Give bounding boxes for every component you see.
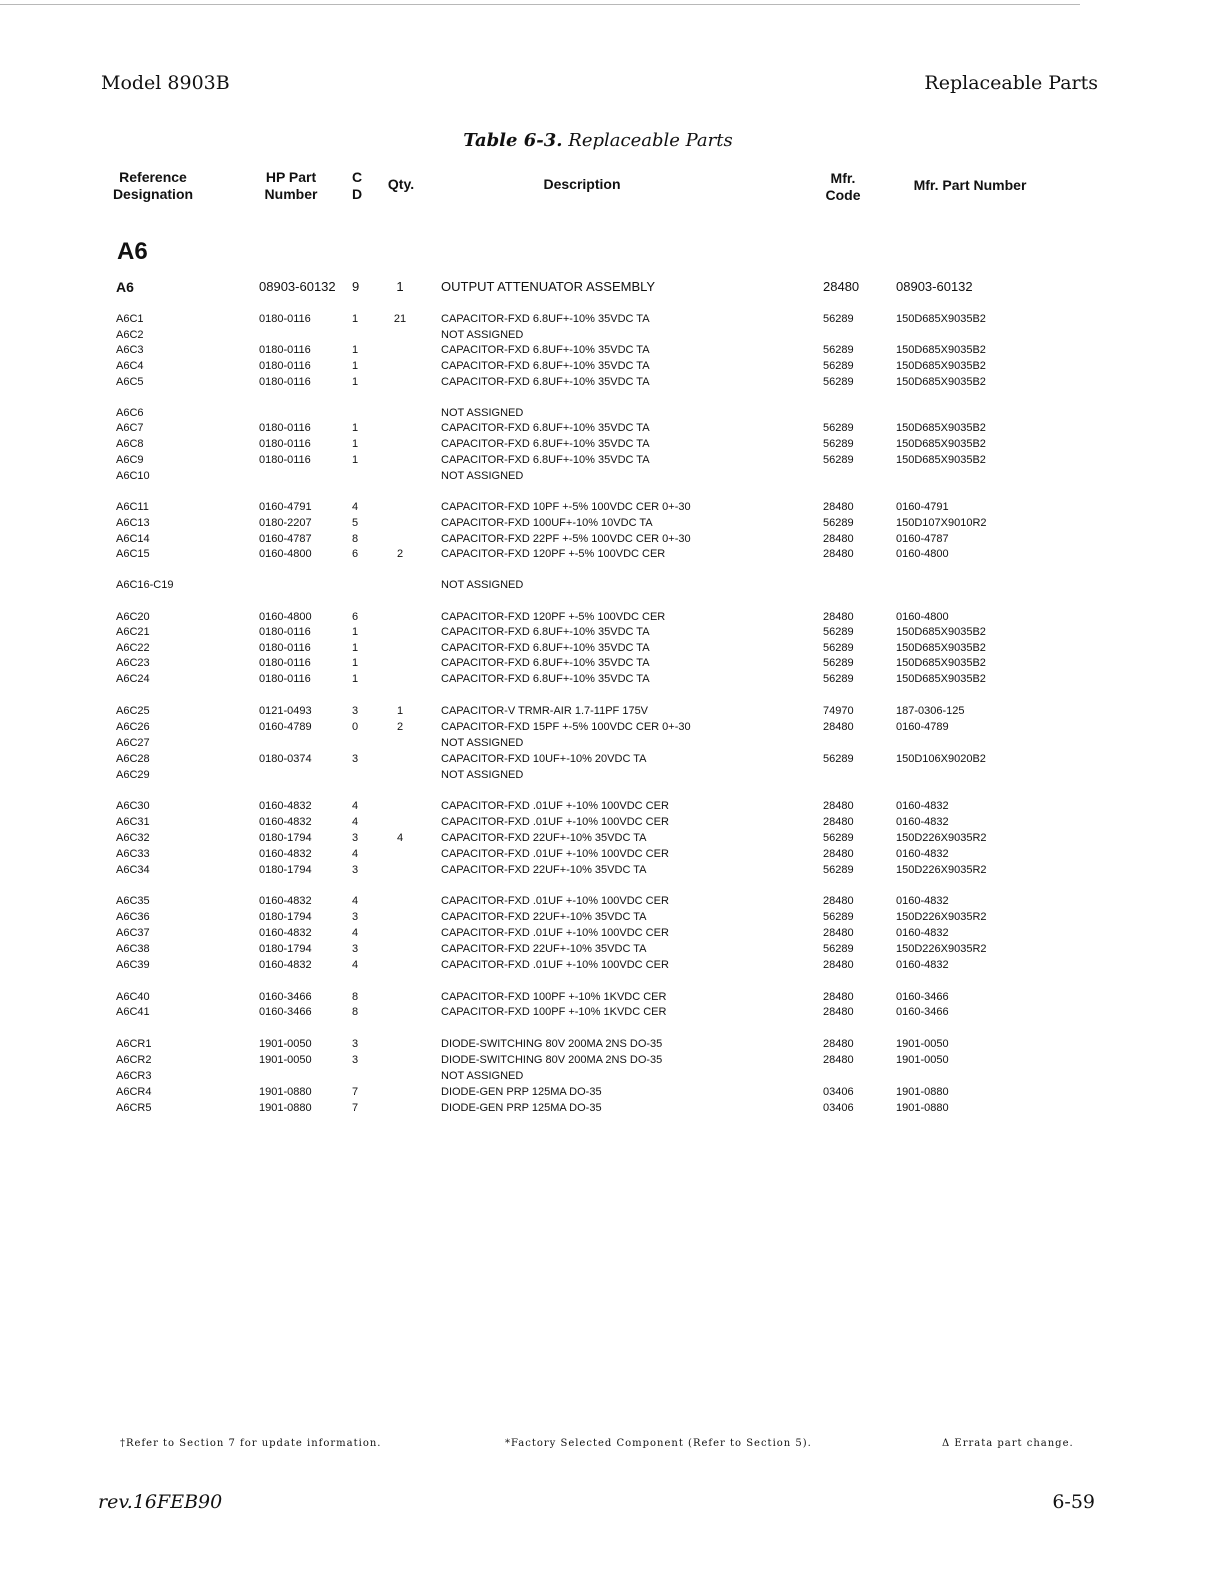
ref-designation: A6C3 — [116, 344, 144, 356]
table-row — [0, 862, 1229, 878]
mfr-part-number: 150D685X9035B2 — [896, 626, 986, 638]
ref-designation: A6C9 — [116, 454, 144, 466]
table-row — [0, 374, 1229, 390]
description: CAPACITOR-FXD 22UF+-10% 35VDC TA — [441, 864, 647, 876]
mfr-code: 28480 — [823, 848, 854, 860]
mfr-code: 56289 — [823, 517, 854, 529]
cd-value: 1 — [352, 657, 359, 669]
ref-designation: A6C26 — [116, 721, 150, 733]
cd-value: 3 — [352, 753, 359, 765]
mfr-code: 56289 — [823, 832, 854, 844]
mfr-part-number: 150D226X9035R2 — [896, 832, 987, 844]
ref-designation: A6C32 — [116, 832, 150, 844]
section-label: A6 — [117, 238, 148, 265]
hp-part-number: 0160-4832 — [259, 959, 312, 971]
description: CAPACITOR-FXD 15PF +-5% 100VDC CER 0+-30 — [441, 721, 691, 733]
mfr-code: 56289 — [823, 673, 854, 685]
description: CAPACITOR-FXD 22PF +-5% 100VDC CER 0+-30 — [441, 533, 691, 545]
ref-designation: A6C8 — [116, 438, 144, 450]
mfr-part-number: 150D226X9035R2 — [896, 911, 987, 923]
table-row — [0, 830, 1229, 846]
table-row — [0, 546, 1229, 562]
ref-designation: A6C2 — [116, 329, 144, 341]
cd-value: 8 — [352, 991, 359, 1003]
description: CAPACITOR-FXD 6.8UF+-10% 35VDC TA — [441, 360, 650, 372]
ref-designation: A6C30 — [116, 800, 150, 812]
description: CAPACITOR-FXD 22UF+-10% 35VDC TA — [441, 943, 647, 955]
mfr-code: 03406 — [823, 1086, 854, 1098]
table-row — [0, 814, 1229, 830]
table-row — [0, 420, 1229, 436]
mfr-part-number: 150D685X9035B2 — [896, 673, 986, 685]
description: CAPACITOR-V TRMR-AIR 1.7-11PF 175V — [441, 705, 649, 717]
hp-part-number: 0160-4832 — [259, 895, 312, 907]
table-row — [0, 767, 1229, 783]
table-row — [0, 358, 1229, 374]
mfr-code: 74970 — [823, 705, 854, 717]
table-row — [0, 327, 1229, 343]
mfr-part-number: 150D685X9035B2 — [896, 657, 986, 669]
table-row — [0, 342, 1229, 358]
mfr-code: 28480 — [823, 800, 854, 812]
mfr-code: 28480 — [823, 1054, 854, 1066]
cd-value: 8 — [352, 533, 359, 545]
table-row — [0, 909, 1229, 925]
cd-value: 4 — [352, 895, 359, 907]
hp-part-number: 0180-0116 — [259, 626, 311, 638]
mfr-code: 28480 — [823, 279, 860, 294]
table-row — [0, 515, 1229, 531]
mfr-part-number: 0160-4832 — [896, 816, 949, 828]
table-row — [0, 1004, 1229, 1020]
footnote-factory-selected: *Factory Selected Component (Refer to Section 5). — [505, 1438, 812, 1449]
description: DIODE-SWITCHING 80V 200MA 2NS DO-35 — [441, 1054, 663, 1066]
mfr-part-number: 0160-4832 — [896, 800, 949, 812]
cd-value: 1 — [352, 438, 359, 450]
table-row — [0, 1100, 1229, 1116]
ref-designation: A6C34 — [116, 864, 150, 876]
description: CAPACITOR-FXD 6.8UF+-10% 35VDC TA — [441, 313, 650, 325]
hp-part-number: 0160-4800 — [259, 548, 312, 560]
ref-designation: A6CR2 — [116, 1054, 152, 1066]
ref-designation: A6C36 — [116, 911, 150, 923]
mfr-code: 28480 — [823, 533, 854, 545]
table-row — [0, 719, 1229, 735]
ref-designation: A6C39 — [116, 959, 150, 971]
page-number: 6-59 — [1052, 1491, 1095, 1513]
ref-designation: A6CR5 — [116, 1102, 152, 1114]
cd-value: 7 — [352, 1086, 359, 1098]
hp-part-number: 0180-1794 — [259, 864, 312, 876]
cd-value: 7 — [352, 1102, 359, 1114]
hp-part-number: 0180-1794 — [259, 911, 312, 923]
hp-part-number: 0180-0116 — [259, 344, 311, 356]
table-row — [0, 531, 1229, 547]
hp-part-number: 0180-0116 — [259, 642, 311, 654]
description: CAPACITOR-FXD 6.8UF+-10% 35VDC TA — [441, 673, 650, 685]
table-row — [0, 846, 1229, 862]
description: CAPACITOR-FXD 6.8UF+-10% 35VDC TA — [441, 454, 650, 466]
description: DIODE-SWITCHING 80V 200MA 2NS DO-35 — [441, 1038, 663, 1050]
hp-part-number: 0180-0116 — [259, 360, 311, 372]
mfr-code: 28480 — [823, 991, 854, 1003]
ref-designation: A6C28 — [116, 753, 150, 765]
mfr-part-number: 0160-4832 — [896, 895, 949, 907]
mfr-part-number: 0160-4800 — [896, 548, 949, 560]
mfr-code: 28480 — [823, 611, 854, 623]
footnote-update: †Refer to Section 7 for update information. — [120, 1438, 382, 1449]
table-name: Replaceable Parts — [568, 130, 733, 151]
description: CAPACITOR-FXD .01UF +-10% 100VDC CER — [441, 848, 669, 860]
hp-part-number: 0180-0116 — [259, 673, 311, 685]
mfr-part-number: 150D107X9010R2 — [896, 517, 987, 529]
cd-value: 3 — [352, 832, 359, 844]
col-reference-designation: Reference Designation — [112, 169, 194, 202]
description: CAPACITOR-FXD 100UF+-10% 10VDC TA — [441, 517, 653, 529]
table-row — [0, 655, 1229, 671]
mfr-part-number: 187-0306-125 — [896, 705, 965, 717]
ref-designation: A6C29 — [116, 769, 150, 781]
hp-part-number: 0180-1794 — [259, 832, 312, 844]
mfr-code: 56289 — [823, 642, 854, 654]
ref-designation: A6C37 — [116, 927, 150, 939]
ref-designation: A6C22 — [116, 642, 150, 654]
mfr-part-number: 1901-0880 — [896, 1102, 949, 1114]
table-number: Table 6-3. — [463, 130, 563, 151]
footnote-errata: Δ Errata part change. — [942, 1438, 1074, 1449]
table-row — [0, 452, 1229, 468]
top-rule — [0, 4, 1080, 5]
mfr-code: 56289 — [823, 943, 854, 955]
hp-part-number: 0180-0116 — [259, 376, 311, 388]
mfr-code: 56289 — [823, 438, 854, 450]
mfr-code: 28480 — [823, 721, 854, 733]
hp-part-number: 0160-4832 — [259, 927, 312, 939]
mfr-code: 28480 — [823, 927, 854, 939]
qty-value: 1 — [396, 279, 404, 294]
ref-designation: A6C38 — [116, 943, 150, 955]
cd-value: 1 — [352, 376, 359, 388]
ref-designation: A6C10 — [116, 470, 150, 482]
hp-part-number: 0180-0116 — [259, 313, 311, 325]
ref-designation: A6C25 — [116, 705, 150, 717]
table-row — [0, 941, 1229, 957]
cd-value: 3 — [352, 864, 359, 876]
mfr-code: 28480 — [823, 895, 854, 907]
description: CAPACITOR-FXD 6.8UF+-10% 35VDC TA — [441, 626, 650, 638]
description: NOT ASSIGNED — [441, 1070, 524, 1082]
table-row — [0, 957, 1229, 973]
cd-value: 4 — [352, 800, 359, 812]
table-row — [0, 925, 1229, 941]
hp-part-number: 0160-4800 — [259, 611, 312, 623]
description: NOT ASSIGNED — [441, 737, 524, 749]
description: CAPACITOR-FXD 6.8UF+-10% 35VDC TA — [441, 344, 650, 356]
mfr-code: 03406 — [823, 1102, 854, 1114]
cd-value: 1 — [352, 626, 359, 638]
mfr-code: 28480 — [823, 959, 854, 971]
mfr-code: 28480 — [823, 1006, 854, 1018]
col-hp-part-number: HP Part Number — [264, 169, 318, 202]
table-row — [0, 1036, 1229, 1052]
mfr-part-number: 0160-3466 — [896, 991, 949, 1003]
mfr-part-number: 150D685X9035B2 — [896, 422, 986, 434]
table-row — [0, 671, 1229, 687]
cd-value: 1 — [352, 673, 359, 685]
mfr-part-number: 150D226X9035R2 — [896, 864, 987, 876]
mfr-part-number: 1901-0880 — [896, 1086, 949, 1098]
ref-designation: A6CR4 — [116, 1086, 152, 1098]
mfr-part-number: 0160-4832 — [896, 959, 949, 971]
table-row — [0, 468, 1229, 484]
ref-designation: A6CR1 — [116, 1038, 152, 1050]
description: CAPACITOR-FXD 22UF+-10% 35VDC TA — [441, 911, 647, 923]
table-row — [0, 499, 1229, 515]
table-row — [0, 577, 1229, 593]
description: CAPACITOR-FXD 6.8UF+-10% 35VDC TA — [441, 438, 650, 450]
table-row — [0, 405, 1229, 421]
mfr-code: 56289 — [823, 360, 854, 372]
ref-designation: A6C31 — [116, 816, 150, 828]
cd-value: 6 — [352, 548, 359, 560]
mfr-code: 28480 — [823, 816, 854, 828]
hp-part-number: 0160-4832 — [259, 800, 312, 812]
table-row — [0, 609, 1229, 625]
table-row — [0, 735, 1229, 751]
description: NOT ASSIGNED — [441, 470, 524, 482]
description: CAPACITOR-FXD 10PF +-5% 100VDC CER 0+-30 — [441, 501, 691, 513]
qty-value: 2 — [396, 548, 404, 560]
description: CAPACITOR-FXD .01UF +-10% 100VDC CER — [441, 895, 669, 907]
table-row — [0, 751, 1229, 767]
mfr-code: 28480 — [823, 548, 854, 560]
description: NOT ASSIGNED — [441, 579, 524, 591]
description: CAPACITOR-FXD 6.8UF+-10% 35VDC TA — [441, 422, 650, 434]
hp-part-number: 08903-60132 — [259, 279, 336, 294]
cd-value: 6 — [352, 611, 359, 623]
mfr-part-number: 0160-4789 — [896, 721, 949, 733]
qty-value: 21 — [393, 313, 407, 325]
description: CAPACITOR-FXD .01UF +-10% 100VDC CER — [441, 816, 669, 828]
mfr-part-number: 0160-4787 — [896, 533, 949, 545]
description: CAPACITOR-FXD 6.8UF+-10% 35VDC TA — [441, 642, 650, 654]
cd-value: 3 — [352, 1054, 359, 1066]
ref-designation: A6C21 — [116, 626, 150, 638]
col-qty: Qty. — [387, 176, 415, 192]
hp-part-number: 0180-0116 — [259, 422, 311, 434]
ref-designation: A6C41 — [116, 1006, 150, 1018]
hp-part-number: 0180-2207 — [259, 517, 312, 529]
ref-designation: A6C24 — [116, 673, 150, 685]
qty-value: 4 — [396, 832, 404, 844]
table-row — [0, 1084, 1229, 1100]
hp-part-number: 0160-4832 — [259, 816, 312, 828]
description: CAPACITOR-FXD 100PF +-10% 1KVDC CER — [441, 1006, 667, 1018]
hp-part-number: 1901-0880 — [259, 1086, 312, 1098]
ref-designation: A6C20 — [116, 611, 150, 623]
table-row — [0, 279, 1229, 295]
table-title — [0, 130, 1196, 151]
mfr-part-number: 08903-60132 — [896, 279, 973, 294]
table-row — [0, 1052, 1229, 1068]
cd-value: 1 — [352, 360, 359, 372]
mfr-code: 56289 — [823, 376, 854, 388]
table-row — [0, 640, 1229, 656]
cd-value: 5 — [352, 517, 359, 529]
mfr-part-number: 150D226X9035R2 — [896, 943, 987, 955]
cd-value: 3 — [352, 1038, 359, 1050]
description: CAPACITOR-FXD 6.8UF+-10% 35VDC TA — [441, 657, 650, 669]
ref-designation: A6C27 — [116, 737, 150, 749]
mfr-code: 56289 — [823, 864, 854, 876]
table-row — [0, 436, 1229, 452]
mfr-code: 56289 — [823, 657, 854, 669]
description: DIODE-GEN PRP 125MA DO-35 — [441, 1102, 602, 1114]
table-row — [0, 893, 1229, 909]
cd-value: 1 — [352, 642, 359, 654]
cd-value: 0 — [352, 721, 359, 733]
ref-designation: A6C23 — [116, 657, 150, 669]
cd-value: 3 — [352, 911, 359, 923]
hp-part-number: 1901-0050 — [259, 1054, 312, 1066]
cd-value: 3 — [352, 705, 359, 717]
col-mfr-code: Mfr. Code — [825, 170, 861, 203]
table-row — [0, 624, 1229, 640]
cd-value: 4 — [352, 848, 359, 860]
mfr-part-number: 0160-3466 — [896, 1006, 949, 1018]
hp-part-number: 0160-4791 — [259, 501, 312, 513]
ref-designation: A6C35 — [116, 895, 150, 907]
description: CAPACITOR-FXD .01UF +-10% 100VDC CER — [441, 959, 669, 971]
ref-designation: A6 — [116, 279, 134, 295]
table-row — [0, 703, 1229, 719]
hp-part-number: 0180-0116 — [259, 657, 311, 669]
mfr-code: 28480 — [823, 501, 854, 513]
ref-designation: A6C1 — [116, 313, 144, 325]
mfr-part-number: 150D685X9035B2 — [896, 438, 986, 450]
mfr-part-number: 1901-0050 — [896, 1038, 949, 1050]
hp-part-number: 1901-0050 — [259, 1038, 312, 1050]
cd-value: 1 — [352, 454, 359, 466]
cd-value: 8 — [352, 1006, 359, 1018]
mfr-part-number: 150D106X9020B2 — [896, 753, 986, 765]
ref-designation: A6C6 — [116, 407, 144, 419]
description: NOT ASSIGNED — [441, 329, 524, 341]
ref-designation: A6C15 — [116, 548, 150, 560]
cd-value: 3 — [352, 943, 359, 955]
mfr-part-number: 150D685X9035B2 — [896, 360, 986, 372]
hp-part-number: 0180-0116 — [259, 438, 311, 450]
cd-value: 1 — [352, 313, 359, 325]
description: CAPACITOR-FXD 120PF +-5% 100VDC CER — [441, 548, 666, 560]
section-header: Replaceable Parts — [924, 72, 1098, 94]
hp-part-number: 0180-1794 — [259, 943, 312, 955]
cd-value: 4 — [352, 501, 359, 513]
description: NOT ASSIGNED — [441, 407, 524, 419]
mfr-code: 56289 — [823, 313, 854, 325]
table-row — [0, 1068, 1229, 1084]
ref-designation: A6C14 — [116, 533, 150, 545]
hp-part-number: 0180-0374 — [259, 753, 312, 765]
ref-designation: A6CR3 — [116, 1070, 152, 1082]
model-header: Model 8903B — [101, 72, 230, 94]
cd-value: 9 — [352, 279, 360, 294]
description: NOT ASSIGNED — [441, 769, 524, 781]
ref-designation: A6C4 — [116, 360, 144, 372]
table-row — [0, 311, 1229, 327]
col-description: Description — [543, 176, 621, 192]
mfr-code: 56289 — [823, 753, 854, 765]
mfr-code: 28480 — [823, 1038, 854, 1050]
col-mfr-part-number: Mfr. Part Number — [913, 177, 1027, 193]
description: DIODE-GEN PRP 125MA DO-35 — [441, 1086, 602, 1098]
hp-part-number: 0160-3466 — [259, 991, 312, 1003]
description: CAPACITOR-FXD .01UF +-10% 100VDC CER — [441, 927, 669, 939]
mfr-part-number: 1901-0050 — [896, 1054, 949, 1066]
cd-value: 1 — [352, 344, 359, 356]
mfr-part-number: 150D685X9035B2 — [896, 313, 986, 325]
qty-value: 2 — [396, 721, 404, 733]
table-row — [0, 798, 1229, 814]
mfr-part-number: 150D685X9035B2 — [896, 376, 986, 388]
cd-value: 4 — [352, 927, 359, 939]
mfr-code: 56289 — [823, 911, 854, 923]
qty-value: 1 — [396, 705, 404, 717]
ref-designation: A6C11 — [116, 501, 149, 513]
mfr-code: 56289 — [823, 422, 854, 434]
hp-part-number: 1901-0880 — [259, 1102, 312, 1114]
hp-part-number: 0160-4832 — [259, 848, 312, 860]
revision-date: rev.16FEB90 — [98, 1491, 223, 1513]
description: CAPACITOR-FXD 6.8UF+-10% 35VDC TA — [441, 376, 650, 388]
description: CAPACITOR-FXD 22UF+-10% 35VDC TA — [441, 832, 647, 844]
table-row — [0, 989, 1229, 1005]
mfr-code: 56289 — [823, 454, 854, 466]
mfr-code: 56289 — [823, 344, 854, 356]
ref-designation: A6C40 — [116, 991, 150, 1003]
description: CAPACITOR-FXD 100PF +-10% 1KVDC CER — [441, 991, 667, 1003]
description: CAPACITOR-FXD 120PF +-5% 100VDC CER — [441, 611, 666, 623]
ref-designation: A6C7 — [116, 422, 144, 434]
ref-designation: A6C33 — [116, 848, 150, 860]
mfr-part-number: 150D685X9035B2 — [896, 344, 986, 356]
col-cd: C D — [351, 169, 363, 202]
hp-part-number: 0180-0116 — [259, 454, 311, 466]
hp-part-number: 0160-4787 — [259, 533, 312, 545]
description: OUTPUT ATTENUATOR ASSEMBLY — [441, 279, 656, 294]
description: CAPACITOR-FXD .01UF +-10% 100VDC CER — [441, 800, 669, 812]
cd-value: 4 — [352, 959, 359, 971]
cd-value: 4 — [352, 816, 359, 828]
mfr-part-number: 0160-4800 — [896, 611, 949, 623]
mfr-part-number: 0160-4832 — [896, 848, 949, 860]
ref-designation: A6C13 — [116, 517, 150, 529]
mfr-part-number: 150D685X9035B2 — [896, 642, 986, 654]
mfr-part-number: 0160-4791 — [896, 501, 949, 513]
mfr-part-number: 0160-4832 — [896, 927, 949, 939]
cd-value: 1 — [352, 422, 359, 434]
hp-part-number: 0160-4789 — [259, 721, 312, 733]
ref-designation: A6C5 — [116, 376, 144, 388]
description: CAPACITOR-FXD 10UF+-10% 20VDC TA — [441, 753, 647, 765]
hp-part-number: 0160-3466 — [259, 1006, 312, 1018]
ref-designation: A6C16-C19 — [116, 579, 174, 591]
mfr-code: 56289 — [823, 626, 854, 638]
mfr-part-number: 150D685X9035B2 — [896, 454, 986, 466]
hp-part-number: 0121-0493 — [259, 705, 312, 717]
